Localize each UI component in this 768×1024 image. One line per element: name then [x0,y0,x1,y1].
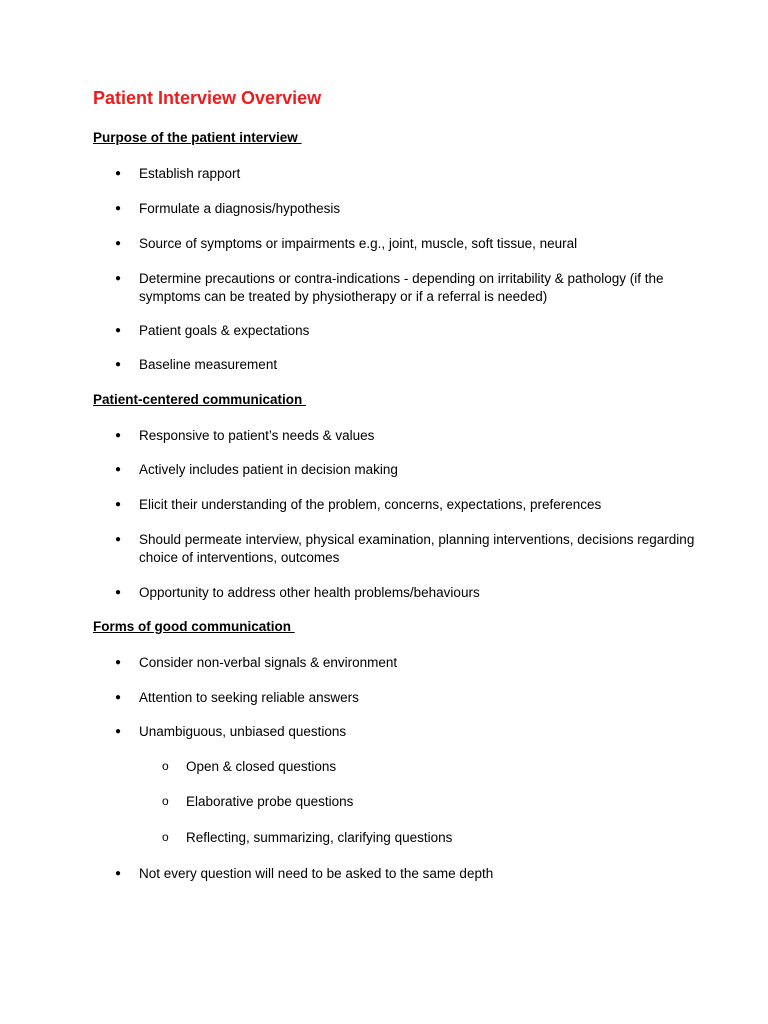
sub-list-item: Elaborative probe questions [186,794,354,809]
bullet-marker: ● [115,499,122,510]
list-item: Responsive to patient’s needs & values [139,428,375,443]
list-item: Opportunity to address other health problems/behaviours [139,585,480,600]
bullet-marker: ● [115,464,122,475]
list-item: Determine precautions or contra-indications - depending on irritability & pathology (if the symptoms can be treated by physiotherapy or if a referral is needed) [139,271,664,304]
sub-bullet-marker: o [162,759,169,773]
list-item: Unambiguous, unbiased questions [139,724,347,739]
bullet-marker: ● [115,692,122,703]
list-item: Should permeate interview, physical examination, planning interventions, decisions regarding choice of interventions, outcomes [139,532,695,565]
list-item: Attention to seeking reliable answers [139,690,359,705]
sub-list-item: Open & closed questions [186,759,337,774]
section-heading-purpose: Purpose of the patient interview [93,130,302,145]
bullet-marker: ● [115,168,122,179]
list-item: Establish rapport [139,166,241,181]
bullet-marker: ● [115,203,122,214]
bullet-marker: ● [115,534,122,545]
list-item: Consider non-verbal signals & environment [139,655,398,670]
bullet-marker: ● [115,726,122,737]
list-item: Formulate a diagnosis/hypothesis [139,201,341,216]
section-heading-forms: Forms of good communication [93,619,295,634]
bullet-marker: ● [115,657,122,668]
sub-bullet-marker: o [162,830,169,844]
bullet-marker: ● [115,238,122,249]
bullet-marker: ● [115,359,122,370]
section-heading-patient-centered: Patient-centered communication [93,392,307,407]
list-item: Elicit their understanding of the problem, concerns, expectations, preferences [139,497,602,512]
list-item: Not every question will need to be asked to the same depth [139,866,494,881]
list-item: Actively includes patient in decision making [139,462,398,477]
bullet-marker: ● [115,430,122,441]
document-title: Patient Interview Overview [93,88,322,108]
bullet-marker: ● [115,325,122,336]
list-item: Source of symptoms or impairments e.g., joint, muscle, soft tissue, neural [139,236,578,251]
bullet-marker: ● [115,273,122,284]
sub-bullet-marker: o [162,794,169,808]
bullet-marker: ● [115,587,122,598]
list-item: Baseline measurement [139,357,278,372]
list-item: Patient goals & expectations [139,323,310,338]
bullet-marker: ● [115,868,122,879]
sub-list-item: Reflecting, summarizing, clarifying questions [186,830,453,845]
